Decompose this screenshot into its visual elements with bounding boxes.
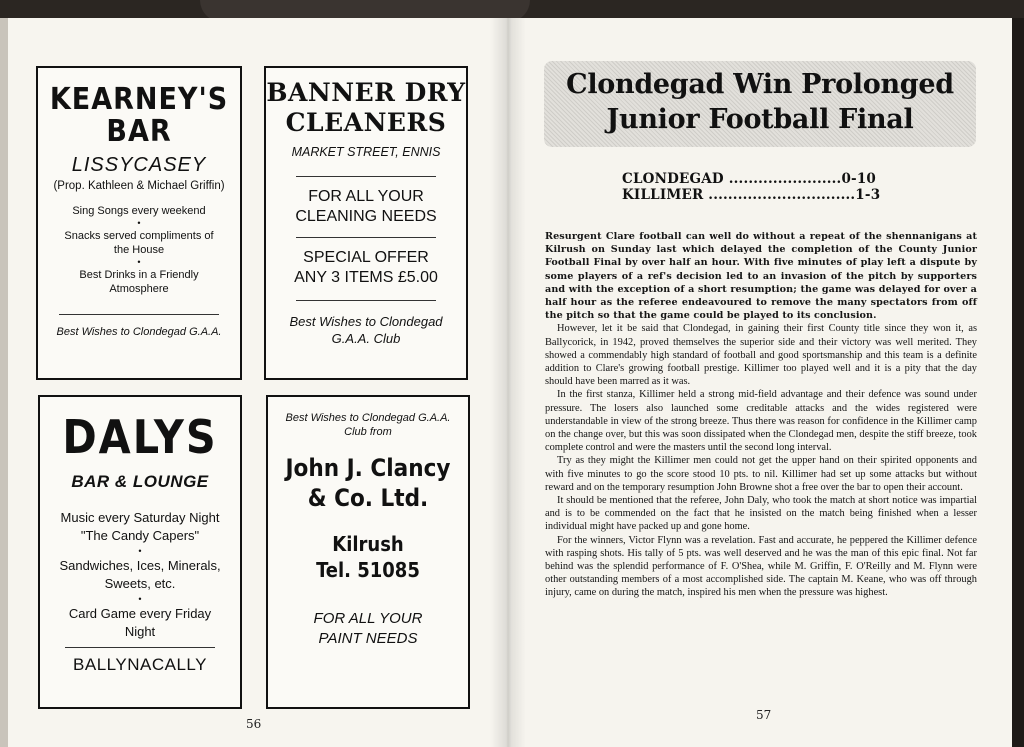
banner-address: MARKET STREET, ENNIS [291, 145, 441, 159]
article-paragraph: Resurgent Clare football can well do without a repeat of the shennanigans at Kilrush on Sunday last which delayed the completion of the County Junior Football Final by over half an hour. With five minutes of play left a dispute by some players of a ref's decision led to an invasion of the pitch by supporters and with the exception of a short resumption; the game was delayed for over a half hour as the referee endeavoured to remove the many spectators from off the pitch so that the game could be played to its conclusion. [545, 231, 977, 322]
banner-section1-1: FOR ALL YOUR [308, 188, 424, 205]
divider [296, 237, 436, 238]
banner-footer-2: G.A.A. Club [331, 331, 401, 346]
ad-kearneys-bar [36, 66, 242, 380]
article-body [545, 230, 977, 600]
clancy-intro-1: Best Wishes to Clondegad G.A.A. [285, 412, 451, 424]
article-paragraph: For the winners, Victor Flynn was a revelation. Fast and accurate, he peppered the Killimer defence with rasping shots. His tally of 5 pts. was well deserved and he was the man of this epic final. Not far behind was the splendid performance of F. O'Shea, while M. Griffin, F. O'Reilly and M. Flynn were other outstanding members of a most accomplished side. The captain M. Keane, who was off through injury, came on during the match, inspired his men when the pressure was highest. [545, 534, 977, 599]
article-paragraph: Try as they might the Killimer men could not get the upper hand on their spirited opponents and with five minutes to go the score stood 10 pts. to nil. Killimer had set up some attacks but without reward and on the temporary resumption John Browne shot a free over the bar to open their account. [545, 455, 977, 493]
kearneys-item-1: Sing Songs every weekend [72, 205, 206, 217]
article-paragraph: It should be mentioned that the referee, John Daly, who took the match at short notice was impartial and is to be commended on the fact that he insisted on the match being finished when a lesser individual might have packed up and gone home. [545, 495, 977, 533]
dalys-item2-1: Sandwiches, Ices, Minerals, [59, 558, 221, 573]
divider [65, 647, 215, 648]
page-number-right: 57 [756, 708, 772, 722]
divider [296, 176, 436, 177]
kearneys-item-2: Snacks served compliments of the House [64, 230, 214, 256]
clancy-town: Kilrush [332, 532, 404, 556]
dalys-item3-2: Night [124, 624, 156, 639]
right-edge [1012, 18, 1024, 747]
banner-title-1: BANNER DRY [266, 78, 466, 107]
dalys-footer: BALLYNACALLY [73, 655, 207, 674]
ad-dalys-bar [38, 395, 242, 709]
divider [296, 300, 436, 301]
left-edge [0, 18, 8, 747]
banner-section2-1: SPECIAL OFFER [303, 249, 429, 266]
banner-section1-2: CLEANING NEEDS [295, 208, 437, 225]
article-paragraph: In the first stanza, Killimer held a strong mid-field advantage and their defence was sound under pressure. The losers also launched some creditable attacks and the wides registered were understandable in view of the strong breeze. Thus there was reason for confidence in the Killimer camp on the change over, but this was soon dissipated when the Clondegad men, despite the stiff breeze, took complete control and were the masters until the second long interval. [545, 389, 977, 454]
headline-line-2: Junior Football Final [606, 104, 914, 135]
dalys-title: DALYS [62, 410, 218, 464]
article-headline [544, 61, 976, 147]
clancy-footer-1: FOR ALL YOUR [313, 610, 423, 627]
kearneys-footer: Best Wishes to Clondegad G.A.A. [56, 326, 222, 338]
dalys-item1-2: "The Candy Capers" [80, 528, 200, 543]
headline-line-1: Clondegad Win Prolonged [566, 69, 954, 100]
kearneys-item-3: Best Drinks in a Friendly Atmosphere [79, 269, 199, 295]
kearneys-title-1: KEARNEY'S [49, 82, 229, 117]
dalys-item1-1: Music every Saturday Night [60, 510, 220, 525]
banner-title-2: CLEANERS [285, 108, 447, 137]
score-killimer: KILLIMER ..............................1-3 [622, 187, 881, 203]
kearneys-proprietors: (Prop. Kathleen & Michael Griffin) [53, 180, 225, 192]
bullet: • [138, 546, 142, 556]
bullet: • [137, 257, 141, 267]
kearneys-location: LISSYCASEY [71, 154, 207, 176]
dalys-item2-2: Sweets, etc. [104, 576, 176, 591]
dalys-item3-1: Card Game every Friday [68, 606, 212, 621]
ad-banner-dry-cleaners [264, 66, 468, 380]
clancy-company-1: John J. Clancy [285, 454, 451, 482]
banner-section2-2: ANY 3 ITEMS £5.00 [294, 269, 438, 286]
clancy-intro-2: Club from [344, 426, 392, 438]
clancy-phone: Tel. 51085 [316, 558, 420, 582]
kearneys-title-2: BAR [106, 114, 172, 149]
book-gutter [490, 18, 526, 747]
banner-footer-1: Best Wishes to Clondegad [289, 314, 443, 329]
article-paragraph: However, let it be said that Clondegad, in gaining their first County title since they won it, as Ballycorick, in 1942, proved themselves the superior side and their victory was well merited. They showed a commendably high standard of football and good sportsmanship and this team is a definite addition to Clare's growing football prestige. Killimer too played well and it is a pity that the day should have been marred as it was. [545, 323, 977, 388]
ad-john-clancy [266, 395, 470, 709]
bullet: • [137, 218, 141, 228]
clancy-company-2: & Co. Ltd. [307, 484, 429, 512]
clancy-footer-2: PAINT NEEDS [318, 630, 418, 647]
page-number-left: 56 [246, 717, 262, 731]
dalys-subtitle: BAR & LOUNGE [71, 472, 209, 491]
divider [59, 314, 219, 315]
score-clondegad: CLONDEGAD .......................0-10 [622, 171, 877, 187]
bullet: • [138, 594, 142, 604]
